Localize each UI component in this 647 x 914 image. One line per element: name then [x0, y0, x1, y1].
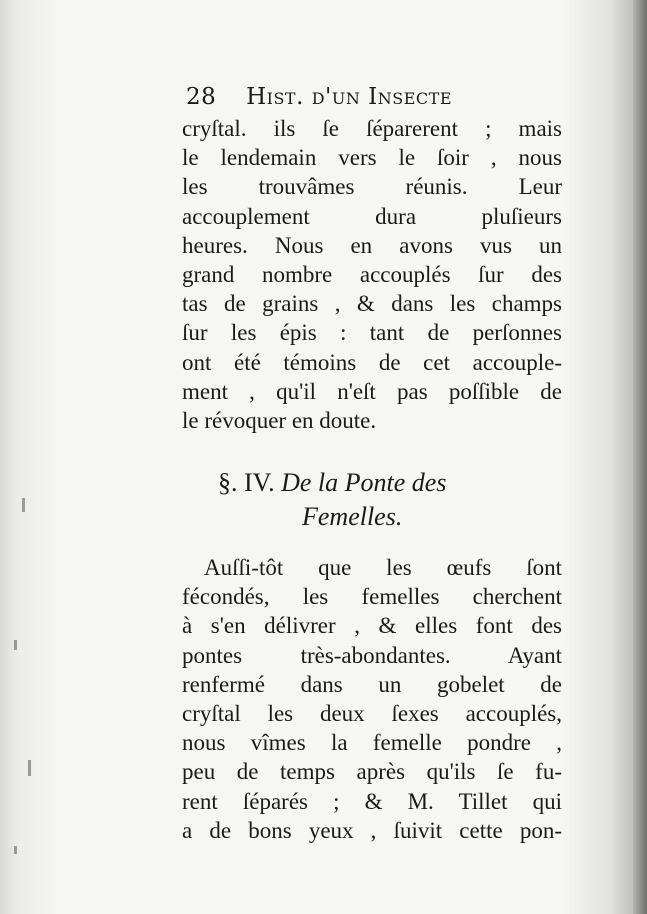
section-number: §. IV.: [218, 468, 275, 497]
text-line: ment , qu'il n'eſt pas poſſible de: [182, 378, 562, 404]
text-line: fécondés, les femelles cherchent: [182, 584, 562, 610]
text-line: le lendemain vers le ſoir , nous: [182, 145, 562, 171]
text-line: à s'en délivrer , & elles font des: [182, 613, 562, 639]
text-line: pontes très-abondantes. Ayant: [182, 642, 562, 668]
paragraph-continued: [182, 114, 562, 435]
running-title: Hist. d'un Insecte: [246, 84, 452, 110]
text-line: rent ſéparés ; & M. Tillet qui: [182, 788, 562, 814]
paragraph-section-body: [182, 553, 562, 845]
text-line: ſur les épis : tant de perſonnes: [182, 320, 562, 346]
section-heading-line-1: [182, 466, 562, 500]
text-line: a de bons yeux , ſuivit cette pon-: [182, 817, 562, 843]
text-line: peu de temps après qu'ils ſe fu-: [182, 759, 562, 785]
text-line: grand nombre accouplés ſur des: [182, 262, 562, 288]
section-title-part-2: Femelles.: [302, 502, 403, 531]
section-title-part-1: De la Ponte des: [281, 468, 447, 497]
text-line: Auſſi-tôt que les œufs ſont: [204, 555, 562, 580]
text-line: les trouvâmes réunis. Leur: [182, 174, 562, 200]
text-line: le révoquer en doute.: [182, 408, 377, 434]
text-line: tas de grains , & dans les champs: [182, 291, 562, 317]
text-line: ont été témoins de cet accouple-: [182, 349, 562, 375]
text-line: renfermé dans un gobelet de: [182, 671, 562, 697]
section-heading: [182, 466, 562, 534]
text-line: cryſtal les deux ſexes accouplés,: [182, 701, 562, 727]
text-line: nous vîmes la femelle pondre ,: [182, 730, 562, 756]
page-number: 28: [186, 84, 217, 110]
text-line: heures. Nous en avons vus un: [182, 232, 562, 258]
section-heading-line-2: [182, 500, 562, 534]
text-line: accouplement dura pluſieurs: [182, 203, 562, 229]
running-header: [186, 84, 452, 110]
page-edge-shadow: [633, 0, 647, 914]
text-line: cryſtal. ils ſe ſéparerent ; mais: [182, 116, 562, 141]
